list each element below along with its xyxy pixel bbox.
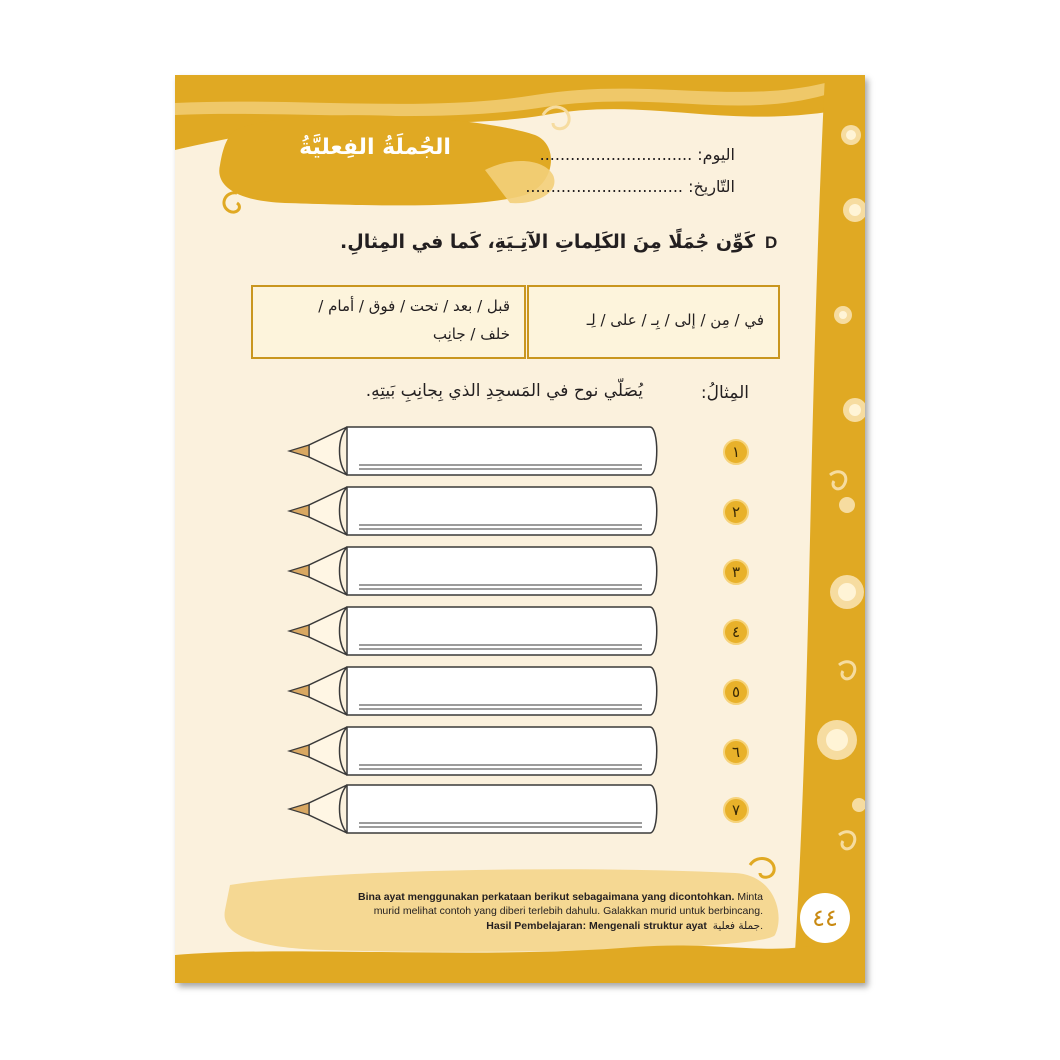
example-label: المِثالُ: <box>700 383 749 403</box>
answer-pencil[interactable] <box>287 425 660 477</box>
word-box-prepositions-text: في / مِن / إلى / بِـ / على / لِـ <box>586 311 764 329</box>
question-number-badge: ٤ <box>723 619 749 645</box>
date-field: التّاريخ: ............................... <box>525 177 735 196</box>
answer-pencil[interactable] <box>287 605 660 657</box>
example-sentence: يُصَلّي نوح في المَسجِدِ الذي بِجانِبِ بَيتِهِ. <box>365 381 643 401</box>
learning-outcome <box>293 920 763 932</box>
question-number-badge: ٧ <box>723 797 749 823</box>
page-number: ٤٤ <box>800 893 850 943</box>
answer-pencil[interactable] <box>287 725 660 777</box>
word-box-adverbs <box>251 285 526 359</box>
answer-pencil[interactable] <box>287 665 660 717</box>
teacher-note-line1-rest: Minta <box>734 891 763 903</box>
word-box-adverbs-line2: خلف / جانِب <box>432 325 510 343</box>
answer-pencil[interactable] <box>287 783 660 835</box>
day-field: اليوم: .............................. <box>539 145 735 164</box>
answer-pencil[interactable] <box>287 545 660 597</box>
answer-pencil[interactable] <box>287 485 660 537</box>
question-number-badge: ١ <box>723 439 749 465</box>
exercise-instruction: كَوِّن جُمَلًا مِنَ الكَلِماتِ الآتِـيَةِ، كَما في المِثالِ. <box>340 231 755 253</box>
learning-outcome-end: . <box>760 920 763 932</box>
workbook-page <box>175 75 865 983</box>
learning-outcome-arabic: جملة فعلية <box>712 920 761 932</box>
question-number-badge: ٦ <box>723 739 749 765</box>
question-number-badge: ٣ <box>723 559 749 585</box>
teacher-note-line1 <box>293 891 763 903</box>
exercise-letter: D <box>765 233 778 252</box>
page-title: الجُملَةُ الفِعليَّةُ <box>299 135 451 160</box>
word-box-adverbs-line1: قبل / بعد / تحت / فوق / أمام / <box>318 297 510 315</box>
question-number-badge: ٢ <box>723 499 749 525</box>
teacher-note-line2: murid melihat contoh yang diberi terlebih dahulu. Galakkan murid untuk berbincang. <box>373 905 763 917</box>
word-box-prepositions <box>527 285 780 359</box>
learning-outcome-label: Hasil Pembelajaran: Mengenali struktur ayat <box>486 920 707 932</box>
question-number-badge: ٥ <box>723 679 749 705</box>
teacher-note-line1-bold: Bina ayat menggunakan perkataan berikut sebagaimana yang dicontohkan. <box>358 891 735 903</box>
